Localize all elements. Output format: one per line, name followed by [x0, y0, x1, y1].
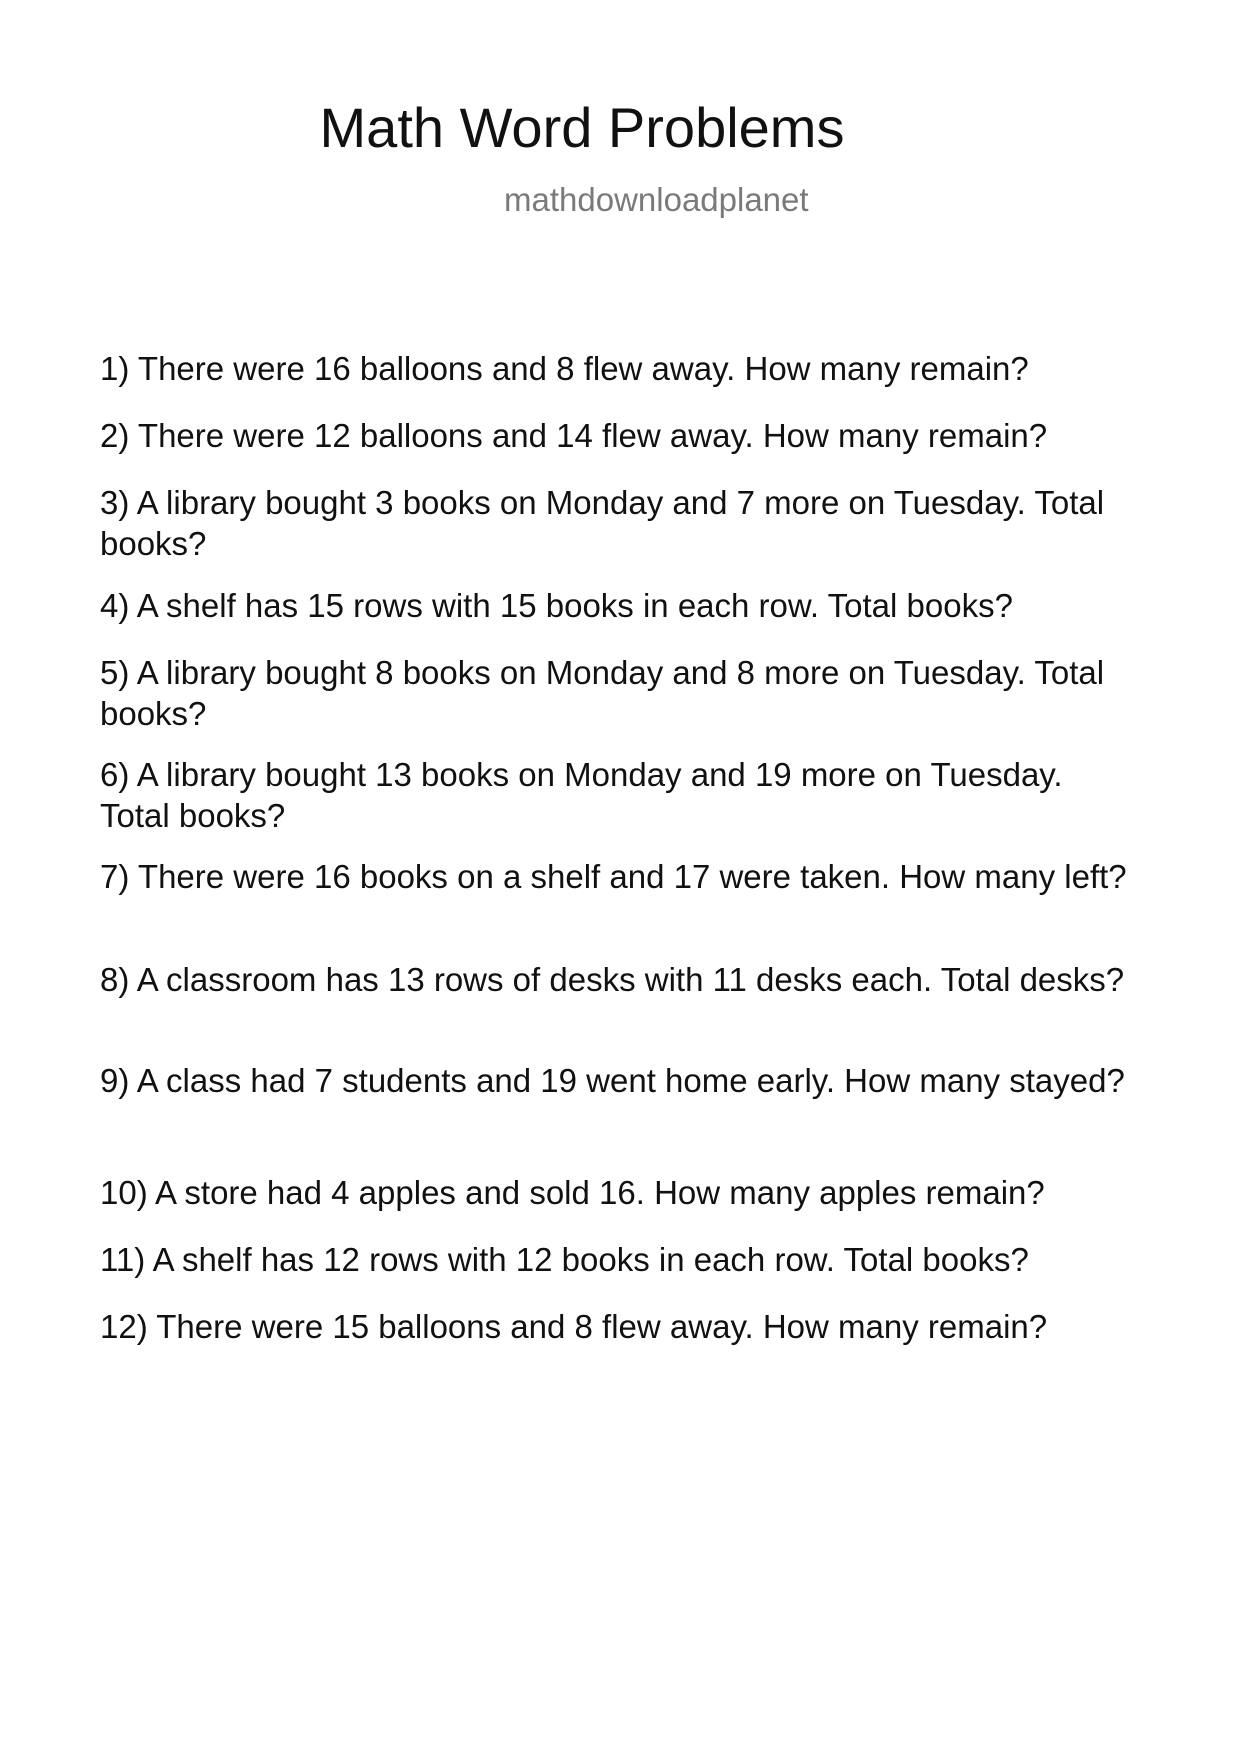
problem-4: 4) A shelf has 15 rows with 15 books in each row. Total books? — [100, 587, 1013, 624]
problem-5: 5) A library bought 8 books on Monday and 8 more on Tuesday. Total books? — [100, 654, 1105, 732]
problem-8: 8) A classroom has 13 rows of desks with 11 desks each. Total desks? — [100, 961, 1125, 998]
problem-10: 10) A store had 4 apples and sold 16. How many apples remain? — [100, 1174, 1045, 1211]
problem-9: 9) A class had 7 students and 19 went home early. How many stayed? — [100, 1062, 1125, 1099]
problem-3: 3) A library bought 3 books on Monday and 7 more on Tuesday. Total books? — [100, 484, 1105, 562]
problem-11: 11) A shelf has 12 rows with 12 books in each row. Total books? — [100, 1241, 1029, 1278]
problem-2: 2) There were 12 balloons and 14 flew away. How many remain? — [100, 417, 1048, 454]
problem-12: 12) There were 15 balloons and 8 flew away. How many remain? — [100, 1308, 1048, 1345]
problem-1: 1) There were 16 balloons and 8 flew away. How many remain? — [100, 350, 1029, 387]
problem-6: 6) A library bought 13 books on Monday and 19 more on Tuesday. Total books? — [100, 756, 1063, 834]
worksheet-subtitle: mathdownloadplanet — [504, 181, 809, 218]
worksheet-title: Math Word Problems — [319, 96, 845, 159]
problem-7: 7) There were 16 books on a shelf and 17 were taken. How many left? — [100, 858, 1127, 895]
